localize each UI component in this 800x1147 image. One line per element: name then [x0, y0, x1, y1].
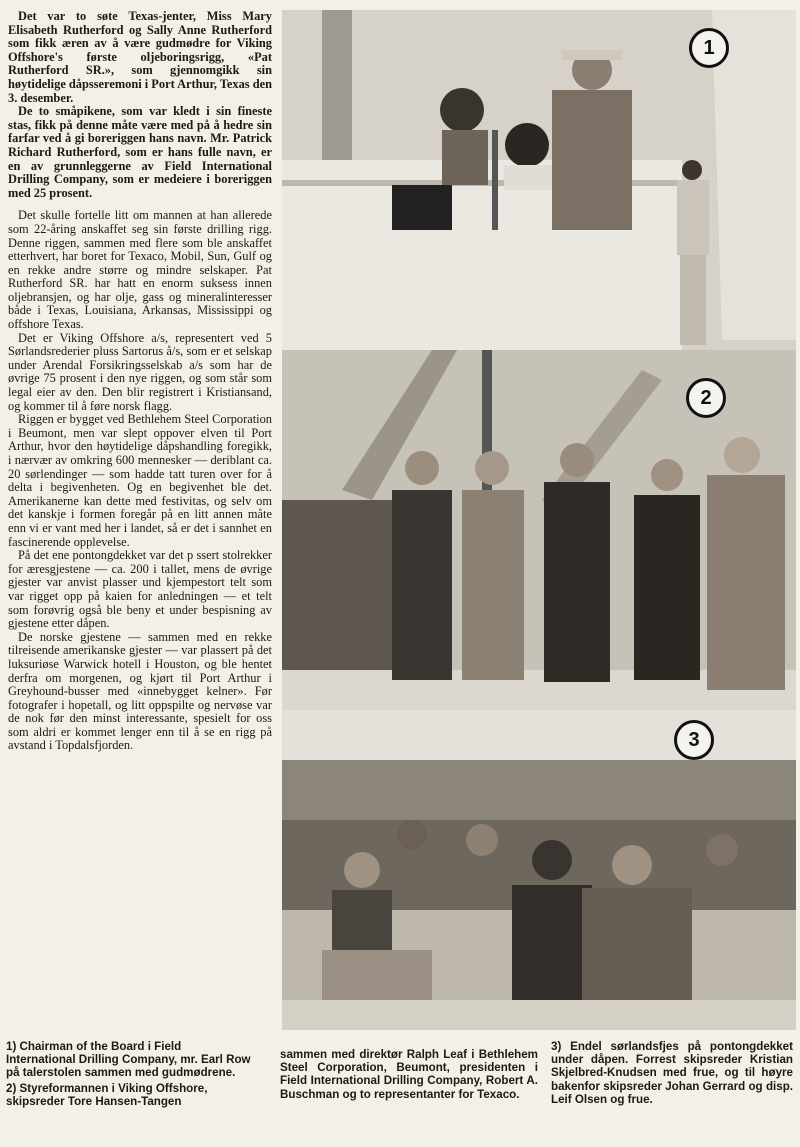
article-intro-2: De to småpikene, som var kledt i sin fineste stas, fikk på denne måte være med på å hedre sin farfar ved å gi boreriggen hans navn. Mr. Patrick Richard Rutherford, som er hans fulle navn, er en av grunnleggerne av Field International Drilling Company, som er medeiere i boreriggen med 25 prosent. [8, 104, 272, 200]
caption-photo-2-end: sammen med direktør Ralph Leaf i Bethlehem Steel Corporation, Beumont, presidenten i Field International Drilling Company, Robert A. Buschman og to representanter for Texaco. [280, 1048, 538, 1101]
caption-photo-3: 3) Endel sørlandsfjes på pontongdekket under dåpen. Forrest skipsreder Kristian Skjelbred-Knudsen med frue, og til høyre bakenfor skipsreder Johan Gerrard og disp. Leif Olsen og frue. [551, 1040, 793, 1106]
photo-column [282, 10, 796, 1030]
caption-column-1 [6, 1040, 252, 1110]
caption-column-3 [551, 1040, 793, 1108]
photo-number-badge: 3 [674, 720, 714, 760]
article-paragraph: De norske gjestene — sammen med en rekke tilreisende amerikanske gjester — var plassert på det luksuriøse Warwick hotell i Houston, og ble hentet derfra om morgenen, og kjørt til Port Arthur i Greyhound-busser med «innebygget kelner». Før fotografer i hopetall, og litt oppspilte og nervøse var de nok før den minst interessante, spesielt for oss som aldri er kommet lenger enn til å se en rigg på avstand i Topdalsfjorden. [8, 629, 272, 753]
photo-group [282, 350, 796, 710]
photo-audience-image [282, 710, 796, 1030]
caption-column-2 [280, 1048, 538, 1103]
article-paragraph: Det er Viking Offshore a/s, representert ved 5 Sørlandsrederier pluss Sartorus å/s, som er et selskap under Arendal Forsikringsselskab a/s som har de øvrige 75 prosent i den nye riggen, og som står som legal eier av den. Den blir registrert i Kristiansand, og kommer til å føre norsk flagg. [8, 330, 272, 413]
article-paragraph: På det ene pontongdekket var det p ssert stolrekker for æresgjestene — ca. 200 i tallet, mens de øvrige gjester var anvist plasser und kjempestort telt som var rigget opp på kaien for anledningen — et telt som forøvrig også ble beny et under bespisning av gjestene etter dåpen. [8, 548, 272, 631]
photo-number-badge: 1 [689, 28, 729, 68]
caption-photo-2-start: 2) Styreformannen i Viking Offshore, skipsreder Tore Hansen-Tangen [6, 1081, 208, 1108]
article-paragraph: Riggen er bygget ved Bethlehem Steel Corporation i Beumont, men var slept oppover elven til Port Arthur, hvor den høytidelige dåpshandling foregikk, i nærvær av omkring 600 mennesker — deriblant ca. 20 sørlendinger — som hadde tatt turen over for å delta i begivenheten. Og en begivenhet ble det. Amerikanerne kan dette med festivitas, og selv om det kanskje i formen foregår på en litt annen måte enn vi er vant med her i landet, så er det i sannhet en fascinerende opplevelse. [8, 412, 272, 549]
article-intro-1: Det var to søte Texas-jenter, Miss Mary Elisabeth Rutherford og Sally Anne Rutherford som fikk æren av å være gudmødre for Viking Offshore's første oljeboringsrigg, «Pat Rutherford SR.», som gjennomgikk sin høytidelige dåpsseremoni i Port Arthur, Texas den 3. desember. [8, 9, 273, 105]
caption-photo-1: 1) Chairman of the Board i Field International Drilling Company, mr. Earl Row på talerstolen sammen med gudmødrene. [6, 1040, 251, 1080]
photo-audience [282, 710, 796, 1030]
article-column [8, 10, 272, 753]
photo-podium [282, 10, 796, 350]
article-paragraph: Det skulle fortelle litt om mannen at han allerede som 22-åring anskaffet seg sin første drilling rigg. Denne riggen, sammen med flere som ble anskaffet etterhvert, har boret for Texaco, Mobil, Sun, Gulf og en rekke andre større og mindre selskaper. Pat Rutherford SR. har hatt en enorm suksess innen oljebransjen, og har olje, gass og mineralinteresser både i Texas, Louisiana, Arkansas, Mississippi og offshore Texas. [8, 208, 272, 332]
photo-number-badge: 2 [686, 378, 726, 418]
